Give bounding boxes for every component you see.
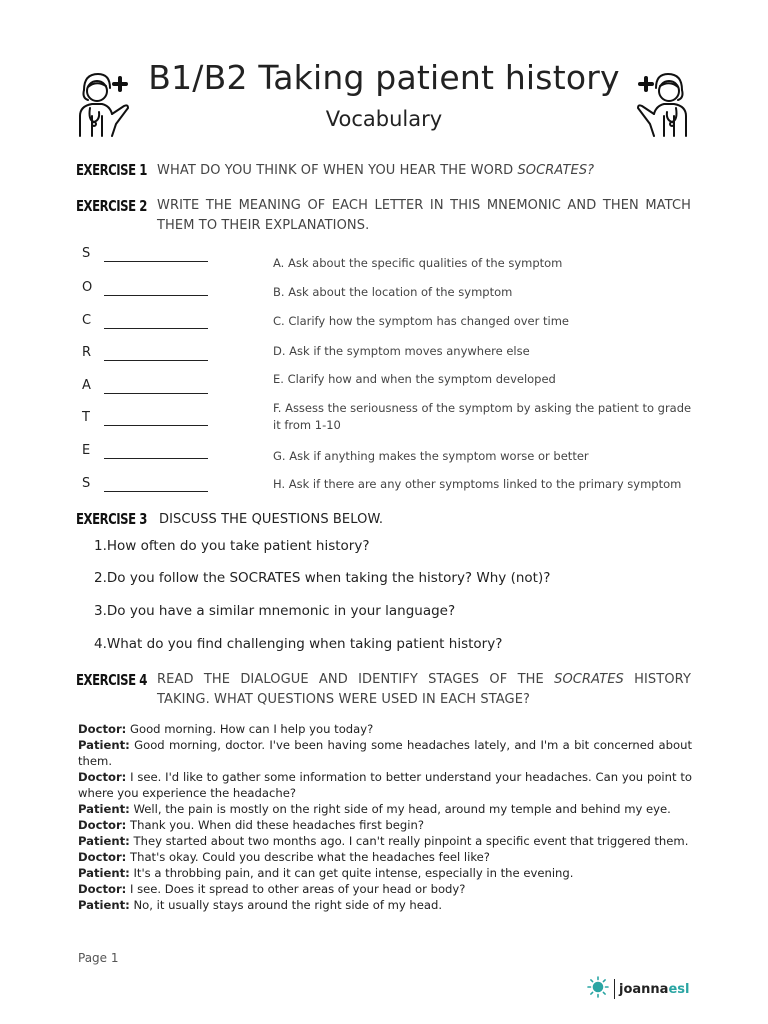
mnemonic-letter-s2: S — [82, 476, 91, 491]
dialogue-text: Thank you. When did these headaches first begin? — [126, 818, 425, 832]
mnemonic-letter-e: E — [82, 443, 91, 458]
dialogue-line — [78, 865, 692, 881]
dialogue — [78, 721, 692, 913]
dialogue-text: Good morning, doctor. I've been having some headaches lately, and I'm a bit concerned about them. — [78, 738, 692, 768]
dialogue-text: Well, the pain is mostly on the right side of my head, around my temple and behind my eye. — [129, 802, 671, 816]
dialogue-speaker: Patient: — [78, 866, 130, 880]
exercise-1-instruction-em: SOCRATES? — [517, 163, 595, 178]
dialogue-line — [78, 769, 692, 801]
dialogue-speaker: Doctor: — [78, 770, 127, 784]
page-number: Page 1 — [78, 951, 119, 965]
brand-name — [619, 982, 689, 997]
dialogue-line — [78, 833, 692, 849]
lightbulb-icon — [586, 975, 610, 1003]
explanation-d: D. Ask if the symptom moves anywhere else — [273, 344, 530, 358]
question-2: 2.Do you follow the SOCRATES when taking the history? Why (not)? — [94, 570, 551, 586]
explanation-a: A. Ask about the specific qualities of the symptom — [273, 256, 563, 270]
exercise-1-instruction-text: WHAT DO YOU THINK OF WHEN YOU HEAR THE WORD — [157, 163, 518, 178]
brand-name-main: joanna — [619, 981, 669, 997]
mnemonic-letter-o: O — [82, 280, 93, 295]
brand-name-accent: esl — [668, 981, 690, 997]
exercise-3-instruction: DISCUSS THE QUESTIONS BELOW. — [159, 512, 384, 527]
dialogue-text: That's okay. Could you describe what the headaches feel like? — [126, 850, 490, 864]
dialogue-speaker: Doctor: — [78, 882, 127, 896]
mnemonic-letter-s1: S — [82, 246, 91, 261]
explanation-g: G. Ask if anything makes the symptom worse or better — [273, 449, 589, 463]
answer-blank-2[interactable] — [104, 295, 208, 296]
dialogue-line — [78, 817, 692, 833]
answer-blank-7[interactable] — [104, 458, 208, 459]
dialogue-line — [78, 737, 692, 769]
question-3: 3.Do you have a similar mnemonic in your language? — [94, 603, 456, 619]
dialogue-line — [78, 897, 692, 913]
answer-blank-1[interactable] — [104, 261, 208, 262]
explanation-c: C. Clarify how the symptom has changed over time — [273, 314, 570, 328]
exercise-3-label: EXERCISE 3 — [76, 510, 147, 528]
answer-blank-3[interactable] — [104, 328, 208, 329]
dialogue-line — [78, 801, 692, 817]
question-4: 4.What do you find challenging when taking patient history? — [94, 636, 503, 652]
exercise-1-label: EXERCISE 1 — [76, 161, 147, 179]
explanation-e: E. Clarify how and when the symptom developed — [273, 372, 556, 386]
exercise-2-instruction: WRITE THE MEANING OF EACH LETTER IN THIS MNEMONIC AND THEN MATCH THEM TO THEIR EXPLANATIONS. — [157, 198, 691, 233]
exercise-4-instruction — [157, 670, 691, 710]
dialogue-text: I see. I'd like to gather some information to better understand your headaches. Can you point to where you experience the headache? — [78, 770, 692, 800]
answer-blank-8[interactable] — [104, 491, 208, 492]
dialogue-text: No, it usually stays around the right side of my head. — [129, 898, 443, 912]
mnemonic-letter-a: A — [82, 378, 91, 393]
dialogue-speaker: Doctor: — [78, 850, 127, 864]
explanation-b: B. Ask about the location of the symptom — [273, 285, 513, 299]
mnemonic-letter-t: T — [82, 410, 90, 425]
explanation-f: F. Assess the seriousness of the symptom by asking the patient to grade it from 1-10 — [273, 401, 692, 432]
dialogue-line — [78, 849, 692, 865]
exercise-4-instruction-em: SOCRATES — [554, 672, 624, 687]
dialogue-speaker: Patient: — [78, 738, 130, 752]
dialogue-speaker: Patient: — [78, 802, 130, 816]
explanation-h: H. Ask if there are any other symptoms linked to the primary symptom — [273, 477, 682, 491]
dialogue-speaker: Patient: — [78, 834, 130, 848]
page-title: B1/B2 Taking patient history — [148, 58, 620, 97]
dialogue-text: It's a throbbing pain, and it can get quite intense, especially in the evening. — [129, 866, 574, 880]
exercise-4-label: EXERCISE 4 — [76, 671, 147, 689]
mnemonic-letter-r: R — [82, 345, 92, 360]
dialogue-speaker: Doctor: — [78, 722, 127, 736]
dialogue-speaker: Patient: — [78, 898, 130, 912]
page-subtitle: Vocabulary — [325, 107, 443, 131]
dialogue-line — [78, 721, 692, 737]
exercise-1-instruction — [157, 161, 697, 181]
exercise-4-instruction-pre: READ THE DIALOGUE AND IDENTIFY STAGES OF THE — [157, 672, 555, 687]
mnemonic-letter-c: C — [82, 313, 92, 328]
dialogue-text: They started about two months ago. I can't really pinpoint a specific event that triggered them. — [129, 834, 689, 848]
dialogue-speaker: Doctor: — [78, 818, 127, 832]
answer-blank-5[interactable] — [104, 393, 208, 394]
dialogue-line — [78, 881, 692, 897]
brand-logo — [586, 975, 689, 1003]
exercise-4-instruction-post: HISTORY TAKING. WHAT QUESTIONS WERE USED IN EACH STAGE? — [157, 672, 692, 707]
dialogue-text: I see. Does it spread to other areas of your head or body? — [126, 882, 466, 896]
answer-blank-6[interactable] — [104, 425, 208, 426]
brand-divider — [614, 979, 615, 999]
question-1: 1.How often do you take patient history? — [94, 538, 370, 554]
exercise-2-label: EXERCISE 2 — [76, 197, 147, 215]
dialogue-text: Good morning. How can I help you today? — [126, 722, 374, 736]
answer-blank-4[interactable] — [104, 360, 208, 361]
